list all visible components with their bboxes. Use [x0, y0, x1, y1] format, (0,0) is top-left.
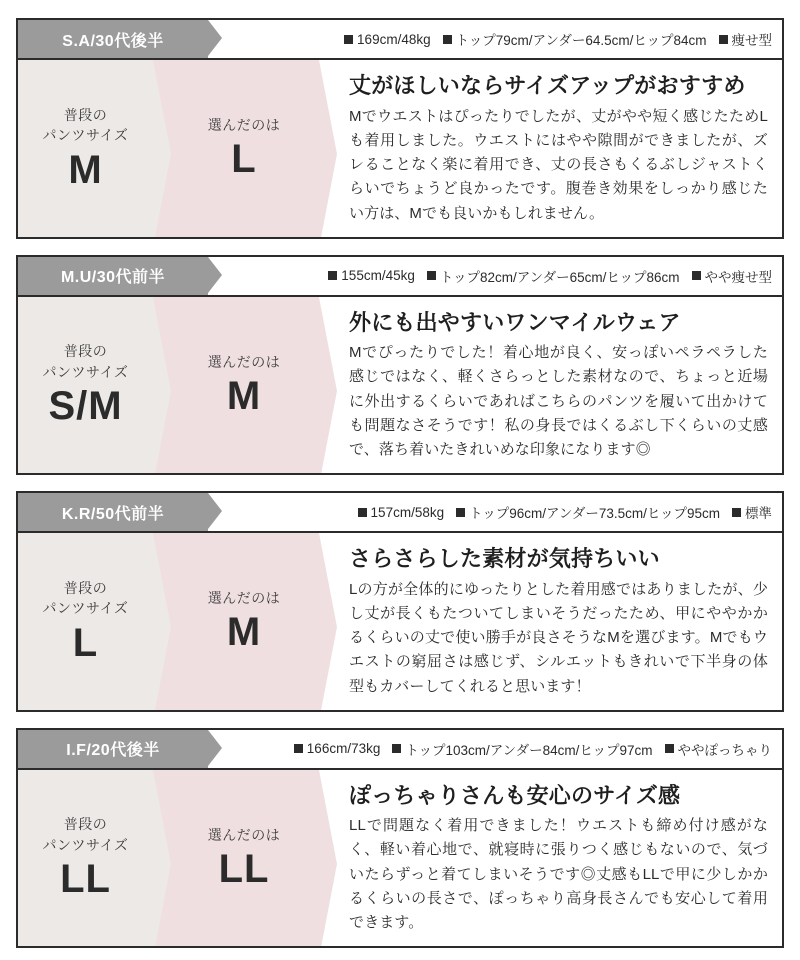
spec-text: トップ82cm/アンダー65cm/ヒップ86cm [439, 269, 680, 285]
spec-item [328, 268, 415, 283]
spec-text: トップ79cm/アンダー64.5cm/ヒップ84cm [455, 33, 707, 48]
reviewer-specs [208, 257, 782, 295]
square-bullet-icon [732, 508, 741, 517]
review-body [18, 297, 782, 474]
review-comment: Mでぴったりでした！着心地が良く、安っぽいペラペラした感じではなく、軽くさらっとした素材なので、ちょっと近場に外出するくらいであればこちらのパンツを履いて出かけても問題なさそうです！私の身長ではくるぶし下くらいの丈感で、落ち着いたきれいめな印象になります◎ [349, 344, 768, 459]
spec-text: 痩せ型 [731, 33, 772, 48]
reviewer-id: I.F/20代後半 [18, 730, 208, 768]
usual-size-label-line2: パンツサイズ [42, 363, 129, 380]
square-bullet-icon [344, 35, 353, 44]
spec-text: 157cm/58kg [370, 504, 445, 520]
usual-size-label [43, 578, 129, 619]
review-text-block [319, 770, 782, 947]
review-comment: LLで問題なく着用できました！ウエストも締め付け感がなく、軽い着心地で、就寝時に張りつく感じもないので、気づいたらずっと着てしまいそうです◎丈感もLLで甲に少しかかるくらいの長さで、ぽっちゃり高身長さんでも安心して着用できます。 [349, 817, 768, 932]
square-bullet-icon [456, 508, 465, 517]
chosen-size-value: M [226, 373, 262, 418]
square-bullet-icon [692, 271, 701, 280]
review-text-block [319, 533, 782, 710]
chosen-size-block [153, 297, 319, 474]
square-bullet-icon [443, 35, 452, 44]
chosen-size-label: 選んだのは [207, 590, 281, 607]
review-comment: Lの方が全体的にゆったりとした着用感ではありましたが、少し丈が長くもたついてしまいそうだったため、甲にややかかるくらいの丈で使い勝手が良さそうなMを選びます。Mでもウエストの窮屈さは感じず、シルエットもきれいで下半身の体型もカバーしてくれると思います！ [349, 580, 768, 695]
review-title: 丈がほしいならサイズアップがおすすめ [349, 73, 746, 98]
chosen-size-block [153, 770, 319, 947]
usual-size-label [43, 341, 129, 382]
usual-size-value: L [72, 620, 99, 665]
review-card [16, 491, 784, 712]
review-comment: Mでウエストはぴったりでしたが、丈がやや短く感じたためLも着用しました。ウエストにはやや隙間ができましたが、ズレることなく楽に着用でき、丈の長さもくるぶしジャストくらいでちょうど良かったです。腹巻き効果をしっかり感じたい方は、Mでも良いかもしれません。 [349, 107, 768, 222]
review-header [18, 730, 782, 770]
reviewer-id: M.U/30代前半 [18, 257, 208, 295]
spec-item [358, 505, 445, 520]
usual-size-label-line1: 普段の [63, 579, 108, 596]
review-header [18, 20, 782, 60]
chosen-size-value: M [226, 610, 262, 655]
review-title: さらさらした素材が気持ちいい [349, 546, 660, 571]
spec-item [665, 739, 773, 759]
chosen-size-label: 選んだのは [207, 353, 281, 370]
spec-item [344, 32, 431, 47]
spec-item [719, 29, 773, 49]
review-text-block [319, 297, 782, 474]
square-bullet-icon [719, 35, 728, 44]
chosen-size-block [153, 533, 319, 710]
usual-size-label [43, 814, 129, 855]
review-card [16, 18, 784, 239]
spec-item [692, 266, 773, 286]
review-text-block [319, 60, 782, 237]
chosen-size-label: 選んだのは [207, 117, 281, 134]
review-body [18, 770, 782, 947]
review-title: 外にも出やすいワンマイルウェア [349, 309, 681, 335]
square-bullet-icon [358, 508, 367, 517]
review-header [18, 257, 782, 297]
square-bullet-icon [665, 744, 674, 753]
spec-text: トップ96cm/アンダー73.5cm/ヒップ95cm [469, 506, 720, 521]
spec-item [456, 502, 720, 522]
usual-size-value: S/M [48, 384, 123, 429]
spec-text: ややぽっちゃり [677, 742, 772, 758]
review-card [16, 728, 784, 949]
spec-item [294, 741, 381, 756]
review-body [18, 533, 782, 710]
review-header [18, 493, 782, 533]
square-bullet-icon [392, 744, 401, 753]
review-card [16, 255, 784, 476]
chosen-size-value: L [231, 137, 257, 182]
usual-size-block [18, 770, 153, 947]
spec-item [427, 266, 680, 286]
usual-size-block [18, 533, 153, 710]
reviewer-specs [208, 730, 782, 768]
chosen-size-block [153, 60, 319, 237]
reviewer-specs [208, 20, 782, 58]
usual-size-value: LL [60, 857, 111, 902]
square-bullet-icon [427, 271, 436, 280]
usual-size-label [43, 105, 129, 146]
spec-item [732, 502, 772, 522]
square-bullet-icon [328, 271, 337, 280]
spec-text: 166cm/73kg [306, 741, 381, 756]
spec-item [443, 29, 707, 49]
spec-text: 155cm/45kg [341, 268, 415, 283]
usual-size-block [18, 60, 153, 237]
spec-text: やや痩せ型 [704, 269, 772, 285]
review-body [18, 60, 782, 237]
spec-item [392, 739, 652, 759]
usual-size-label-line2: パンツサイズ [42, 127, 129, 144]
chosen-size-value: LL [218, 846, 270, 891]
spec-text: 169cm/48kg [357, 31, 431, 47]
usual-size-value: M [68, 147, 103, 192]
chosen-size-label: 選んだのは [207, 826, 281, 843]
usual-size-label-line2: パンツサイズ [42, 600, 129, 617]
spec-text: 標準 [745, 506, 772, 521]
usual-size-block [18, 297, 153, 474]
reviewer-specs [208, 493, 782, 531]
square-bullet-icon [294, 744, 303, 753]
reviewer-id: S.A/30代後半 [18, 20, 208, 58]
spec-text: トップ103cm/アンダー84cm/ヒップ97cm [405, 742, 653, 758]
usual-size-label-line1: 普段の [63, 106, 108, 123]
usual-size-label-line1: 普段の [63, 816, 108, 833]
usual-size-label-line2: パンツサイズ [42, 836, 129, 853]
reviewer-id: K.R/50代前半 [18, 493, 208, 531]
usual-size-label-line1: 普段の [63, 343, 108, 360]
review-title: ぽっちゃりさんも安心のサイズ感 [349, 782, 681, 808]
